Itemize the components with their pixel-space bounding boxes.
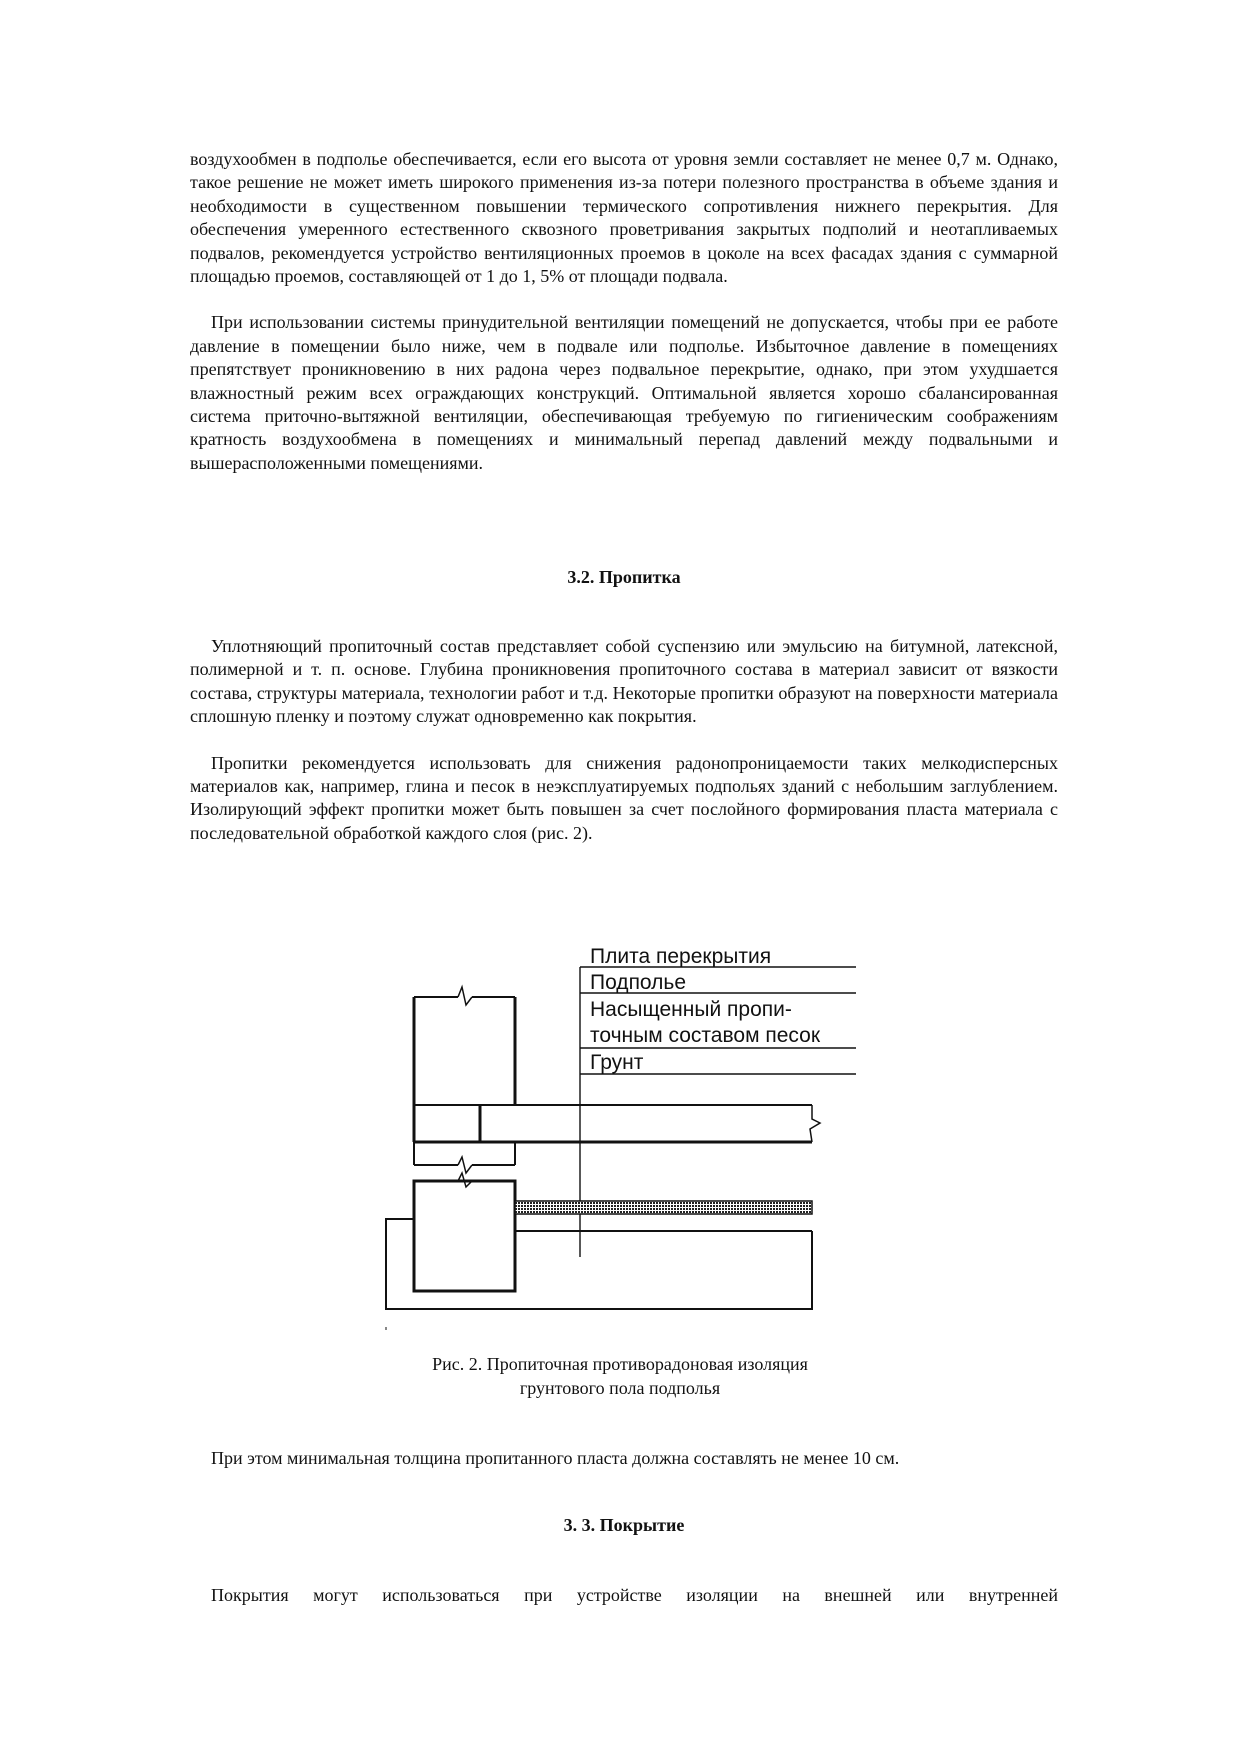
figure-caption — [360, 1352, 880, 1400]
label-slab: Плита перекрытия — [590, 945, 772, 968]
label-saturated-sand-2: точным составом песок — [590, 1024, 821, 1047]
text-section-top — [190, 148, 1058, 475]
figure-caption-line-1: Рис. 2. Пропиточная противорадоновая изоляция — [432, 1354, 808, 1374]
figure-labels — [590, 945, 821, 1074]
impregnated-sand-layer — [515, 1201, 812, 1231]
paragraph-ventilation-natural: воздухообмен в подполье обеспечивается, если его высота от уровня земли составляет не менее 0,7 м. Однако, такое решение не может иметь широкого применения из-за потери полезного пространства в объеме здания и необходимости в существенном повышении термического сопротивления нижнего перекрытия. Для обеспечения умеренного естественного сквозного проветривания закрытых подполий и неотапливаемых подвалов, рекомендуется устройство вентиляционных проемов в цоколе на всех фасадах здания с суммарной площадью проемов, составляющей от 1 до 1, 5% от площади подвала. — [190, 149, 1058, 287]
upper-wall — [414, 987, 515, 1105]
label-subfloor: Подполье — [590, 971, 687, 994]
label-soil: Грунт — [590, 1051, 644, 1074]
paragraph-minimum-thickness: При этом минимальная толщина пропитанного пласта должна составлять не менее 10 см. — [211, 1448, 900, 1468]
paragraph-coating-usage: Покрытия могут использоваться при устройстве изоляции на внешней или внутренней — [211, 1585, 1058, 1605]
figure-impregnation-diagram — [380, 935, 860, 1335]
paragraph-impregnation-usage: Пропитки рекомендуется использовать для снижения радонопроницаемости таких мелкодисперсных материалов как, например, глина и песок в неэксплуатируемых подпольях зданий с небольшим заглублением. Изолирующий эффект пропитки может быть повышен за счет послойного формирования пласта материала с последовательной обработкой каждого слоя (рис. 2). — [190, 752, 1058, 843]
paragraph-ventilation-forced: При использовании системы принудительной вентиляции помещений не допускается, чтобы при ее работе давление в помещении было ниже, чем в подвале или подполье. Избыточное давление в помещениях препятствует проникновению в них радона через подвальное перекрытие, однако, при этом ухудшается влажностный режим всех ограждающих конструкций. Оптимальной является хорошо сбалансированная система приточно-вытяжной вентиляции, обеспечивающая требуемую по гигиеническим соображениям кратность воздухообмена в помещениях и минимальный перепад давлений между подвальными и вышерасположенными помещениями. — [190, 312, 1058, 473]
paragraph-impregnation-composition: Уплотняющий пропиточный состав представляет собой суспензию или эмульсию на битумной, латексной, полимерной и т. п. основе. Глубина проникновения пропиточного состава в материал зависит от вязкости состава, структуры материала, технологии работ и т.д. Некоторые пропитки образуют на поверхности материала сплошную пленку и поэтому служат одновременно как покрытия. — [190, 636, 1058, 727]
text-section-coating — [190, 1584, 1058, 1607]
label-saturated-sand-1: Насыщенный пропи- — [590, 998, 792, 1021]
figure-caption-line-2: грунтового пола подполья — [519, 1378, 721, 1398]
section-heading-impregnation: 3.2. Пропитка — [567, 567, 681, 587]
text-section-impregnation — [190, 635, 1058, 845]
text-section-thickness — [190, 1447, 1058, 1470]
lower-wall — [414, 1142, 515, 1291]
section-heading-coating: 3. 3. Покрытие — [563, 1515, 685, 1535]
floor-slab — [414, 1105, 820, 1142]
ground-outline — [386, 1219, 812, 1330]
